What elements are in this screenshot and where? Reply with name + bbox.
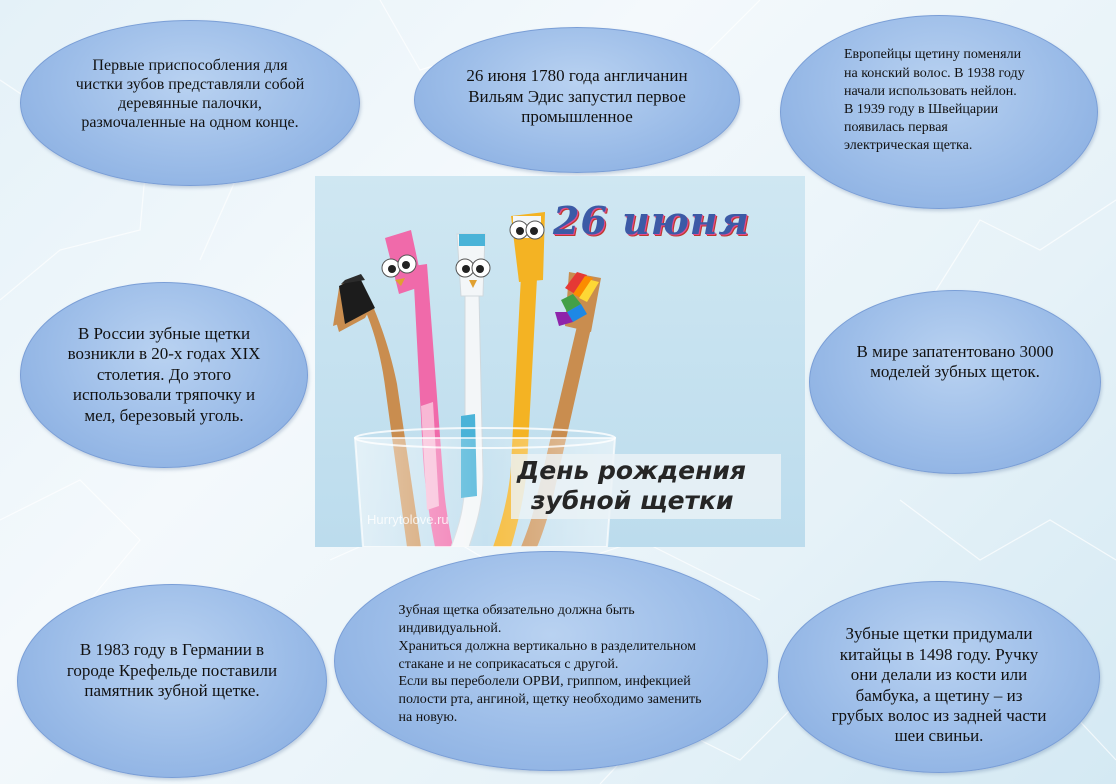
fact-first-devices-text: Первые приспособления для чистки зубов представляли собой деревянные палочки, размочаленные на одном конце. — [75, 56, 305, 132]
fact-russia-text: В России зубные щетки возникли в 20-х годах XIX столетия. До этого использовали тряпочку и мел, березовый уголь. — [67, 324, 261, 425]
picture-caption — [511, 454, 781, 519]
caption-line2: зубной щетки — [531, 486, 734, 515]
fact-william-addis-oval — [414, 27, 740, 173]
fact-russia-oval — [20, 282, 308, 468]
fact-william-addis-text: 26 июня 1780 года англичанин Вильям Эдис запустил первое промышленное — [466, 66, 688, 127]
fact-rules-oval — [334, 551, 768, 771]
fact-germany-oval — [17, 584, 327, 778]
caption-line1: День рождения — [517, 456, 746, 485]
date-title: 26 июня — [553, 198, 750, 243]
fact-europeans-oval — [780, 15, 1098, 209]
fact-first-devices-oval — [20, 20, 360, 186]
fact-patented-oval — [809, 290, 1101, 474]
toothbrush-picture — [315, 176, 805, 547]
fact-rules-text — [399, 602, 704, 727]
fact-china-oval — [778, 581, 1100, 773]
watermark: Hurrytolove.ru — [367, 512, 449, 527]
fact-rules-line3: Если вы переболели ОРВИ, гриппом, инфекцией полости рта, ангиной, щетку необходимо заменить на новую. — [398, 674, 702, 726]
fact-china-text: Зубные щетки придумали китайцы в 1498 году. Ручку они делали из кости или бамбука, а щетину – из грубых волос из задней части шеи свиньи. — [831, 624, 1047, 746]
fact-patented-text: В мире запатентовано 3000 моделей зубных щеток. — [856, 341, 1054, 381]
fact-europeans-line2: В 1939 году в Швейцарии появилась первая электрическая щетка. — [844, 102, 999, 154]
fact-rules-line1: Зубная щетка обязательно должна быть индивидуальной. — [398, 602, 635, 636]
fact-europeans-text — [844, 46, 1034, 155]
fact-germany-text: В 1983 году в Германии в городе Крефельде поставили памятник зубной щетке. — [66, 640, 278, 701]
fact-europeans-line1: Европейцы щетину поменяли на конский волос. В 1938 году начали использовать нейлон. — [844, 47, 1025, 99]
fact-rules-line2: Храниться должна вертикально в разделительном стакане и не соприкасаться с другой. — [398, 638, 696, 672]
